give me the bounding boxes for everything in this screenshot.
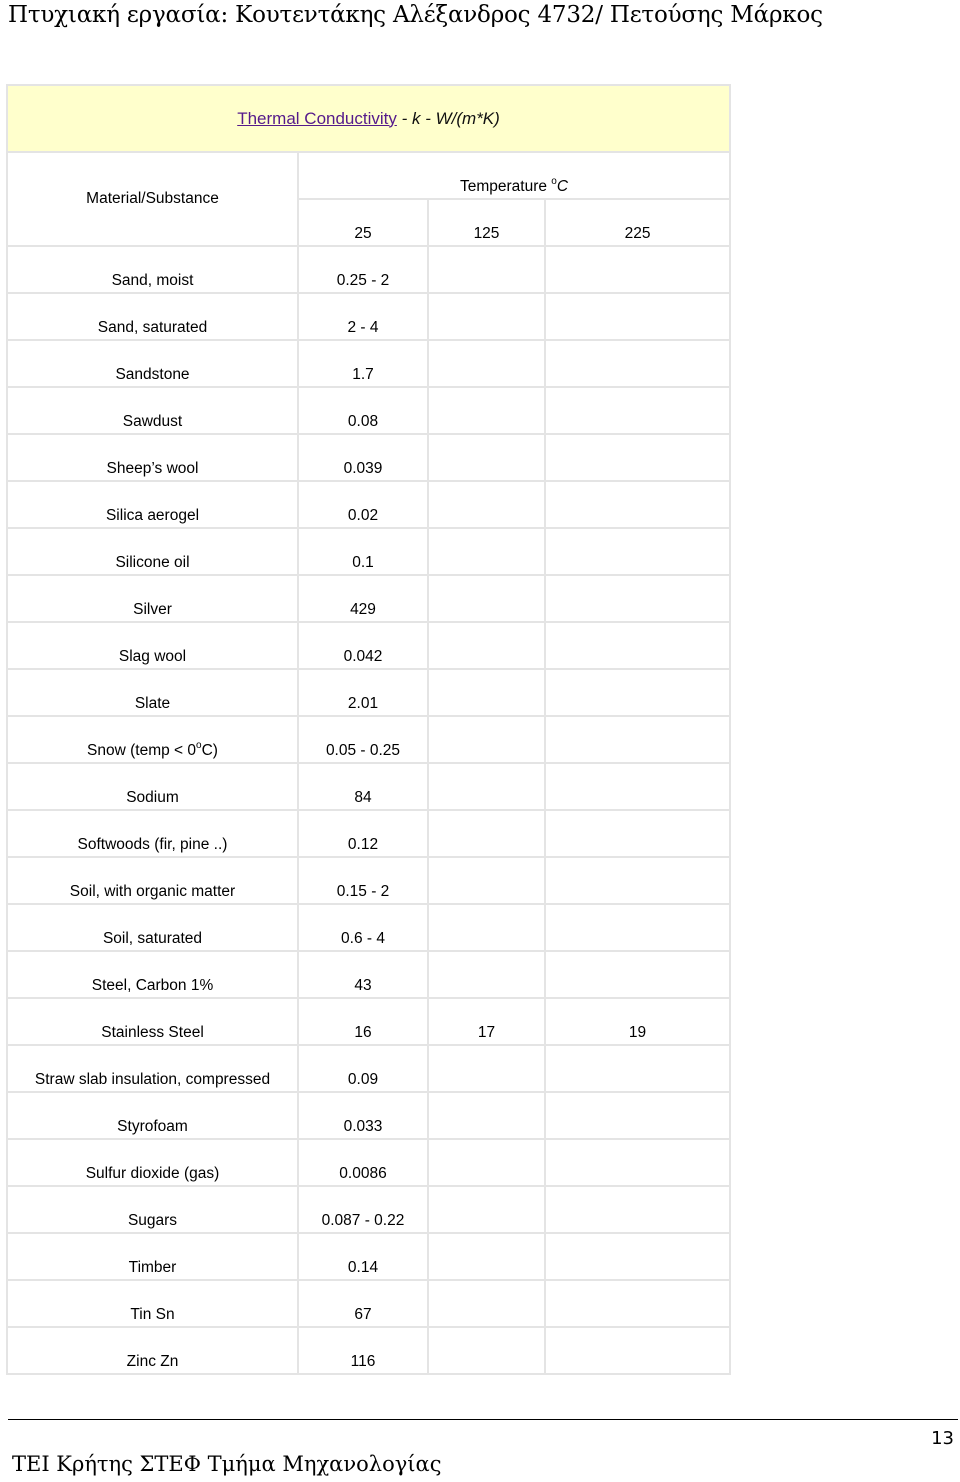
value-cell-125 [428,293,545,340]
value-cell-125 [428,857,545,904]
value-cell-125 [428,1186,545,1233]
material-cell: Sawdust [7,387,298,434]
value-cell-25: 2 - 4 [298,293,428,340]
value-cell-225 [545,857,730,904]
value-cell-225 [545,1327,730,1374]
temp-225-header: 225 [545,199,730,246]
value-cell-25: 16 [298,998,428,1045]
table-title-units: - k - W/(m*K) [396,108,500,128]
value-cell-225 [545,246,730,293]
material-cell: Soil, with organic matter [7,857,298,904]
value-cell-225 [545,716,730,763]
value-cell-225: 19 [545,998,730,1045]
value-cell-125 [428,951,545,998]
value-cell-225 [545,340,730,387]
table-row [7,622,730,669]
value-cell-125 [428,340,545,387]
value-cell-225 [545,951,730,998]
value-cell-25: 0.09 [298,1045,428,1092]
value-cell-125 [428,528,545,575]
value-cell-125 [428,387,545,434]
value-cell-25: 0.0086 [298,1139,428,1186]
temp-25-header: 25 [298,199,428,246]
value-cell-125 [428,434,545,481]
value-cell-25: 429 [298,575,428,622]
material-cell: Silica aerogel [7,481,298,528]
value-cell-25: 0.05 - 0.25 [298,716,428,763]
table-body [7,246,730,1374]
page-footer-institution: ΤΕΙ Κρήτης ΣΤΕΦ Τμήμα Μηχανολογίας [12,1452,442,1476]
table-row [7,857,730,904]
temperature-label: Temperature [459,178,552,195]
value-cell-25: 116 [298,1327,428,1374]
value-cell-125 [428,575,545,622]
value-cell-25: 0.087 - 0.22 [298,1186,428,1233]
table-row [7,1045,730,1092]
material-cell: Timber [7,1233,298,1280]
value-cell-125 [428,622,545,669]
material-cell: Stainless Steel [7,998,298,1045]
table-row [7,387,730,434]
value-cell-25: 0.039 [298,434,428,481]
table-row [7,810,730,857]
material-cell: Sugars [7,1186,298,1233]
value-cell-25: 1.7 [298,340,428,387]
thermal-conductivity-table [6,84,731,1375]
table-row [7,1233,730,1280]
value-cell-25: 0.14 [298,1233,428,1280]
table-row [7,1327,730,1374]
table-row [7,1280,730,1327]
material-cell: Sodium [7,763,298,810]
material-cell: Sheep’s wool [7,434,298,481]
value-cell-25: 67 [298,1280,428,1327]
material-cell: Zinc Zn [7,1327,298,1374]
value-cell-125 [428,1139,545,1186]
value-cell-25: 0.042 [298,622,428,669]
material-cell: Soil, saturated [7,904,298,951]
value-cell-225 [545,763,730,810]
material-cell: Sulfur dioxide (gas) [7,1139,298,1186]
material-cell: Styrofoam [7,1092,298,1139]
value-cell-225 [545,904,730,951]
material-cell: Softwoods (fir, pine ..) [7,810,298,857]
value-cell-225 [545,293,730,340]
value-cell-125 [428,1045,545,1092]
value-cell-25: 0.6 - 4 [298,904,428,951]
value-cell-225 [545,622,730,669]
value-cell-25: 43 [298,951,428,998]
material-column-header: Material/Substance [7,152,298,246]
value-cell-25: 0.1 [298,528,428,575]
temperature-unit: C [556,178,569,195]
value-cell-25: 0.15 - 2 [298,857,428,904]
value-cell-225 [545,1280,730,1327]
material-cell: Sand, saturated [7,293,298,340]
degree-symbol: o [196,740,202,751]
temperature-column-header [298,152,730,199]
table-row [7,1186,730,1233]
value-cell-225 [545,387,730,434]
value-cell-225 [545,1186,730,1233]
value-cell-125 [428,669,545,716]
footer-divider [8,1419,958,1420]
table-row [7,951,730,998]
value-cell-225 [545,481,730,528]
material-cell: Steel, Carbon 1% [7,951,298,998]
value-cell-125 [428,904,545,951]
material-cell: Tin Sn [7,1280,298,1327]
value-cell-225 [545,575,730,622]
table-row [7,1139,730,1186]
value-cell-225 [545,528,730,575]
value-cell-25: 2.01 [298,669,428,716]
value-cell-225 [545,434,730,481]
table-row [7,904,730,951]
material-cell: Sand, moist [7,246,298,293]
value-cell-125 [428,246,545,293]
value-cell-125 [428,481,545,528]
value-cell-25: 0.08 [298,387,428,434]
table-row [7,763,730,810]
value-cell-125 [428,810,545,857]
table-title-row [7,85,730,152]
value-cell-125 [428,1327,545,1374]
value-cell-25: 0.12 [298,810,428,857]
table-row [7,575,730,622]
page-number: 13 [931,1428,954,1449]
table-row [7,1092,730,1139]
material-cell: Silicone oil [7,528,298,575]
value-cell-225 [545,1092,730,1139]
value-cell-125 [428,1233,545,1280]
material-cell: Sandstone [7,340,298,387]
table-row [7,293,730,340]
value-cell-225 [545,1045,730,1092]
value-cell-125 [428,716,545,763]
table-row [7,481,730,528]
value-cell-125 [428,763,545,810]
value-cell-125: 17 [428,998,545,1045]
material-name-suffix: C) [201,742,218,759]
value-cell-225 [545,1139,730,1186]
material-cell: Slate [7,669,298,716]
value-cell-125 [428,1092,545,1139]
material-cell: Straw slab insulation, compressed [7,1045,298,1092]
table-title-cell [7,85,730,152]
table-row [7,669,730,716]
table-row [7,246,730,293]
material-cell [7,716,298,763]
thermal-conductivity-link[interactable]: Thermal Conductivity [237,108,397,128]
table-row [7,998,730,1045]
material-cell: Slag wool [7,622,298,669]
table-row [7,716,730,763]
table-row [7,528,730,575]
material-name-prefix: Snow (temp < 0 [87,742,197,759]
value-cell-225 [545,669,730,716]
degree-symbol: o [551,176,557,187]
temp-125-header: 125 [428,199,545,246]
temperature-header-row [7,152,730,199]
value-cell-25: 0.033 [298,1092,428,1139]
value-cell-225 [545,1233,730,1280]
value-cell-25: 0.02 [298,481,428,528]
table-row [7,340,730,387]
value-cell-225 [545,810,730,857]
value-cell-25: 84 [298,763,428,810]
page-header-title: Πτυχιακή εργασία: Κουτεντάκης Αλέξανδρος 4732/ Πετούσης Μάρκος [8,2,823,28]
value-cell-25: 0.25 - 2 [298,246,428,293]
table-row [7,434,730,481]
value-cell-125 [428,1280,545,1327]
material-cell: Silver [7,575,298,622]
